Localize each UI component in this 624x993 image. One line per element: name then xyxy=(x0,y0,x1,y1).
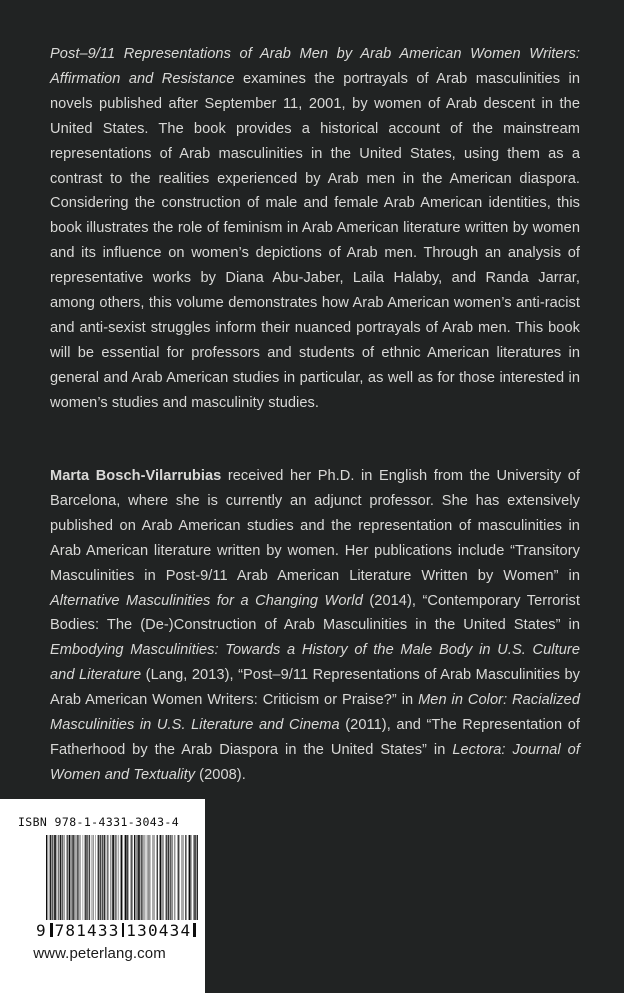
author-bio-text xyxy=(50,464,580,788)
ean13-barcode-icon xyxy=(46,835,198,920)
barcode-digits xyxy=(36,920,198,940)
barcode-guard-right xyxy=(193,923,196,937)
description-body: examines the portrayals of Arab masculinities in novels published after September 11, 2001, by women of Arab descent in the United States. The book provides a historical account of the mainstream representations of Arab masculinities in the United States, using them as a contrast to the realities experienced by Arab men in the American diaspora. Considering the construction of male and female Arab American identities, this book illustrates the role of feminism in Arab American literature written by women and its influence on women’s depictions of Arab men. Through an analysis of representative works by Diana Abu-Jaber, Laila Halaby, and Randa Jarrar, among others, this volume demonstrates how Arab American women’s anti-racist and anti-sexist struggles inform their nuanced portrayals of Arab men. This book will be essential for professors and students of ethnic American literatures in general and Arab American studies in particular, as well as for those interested in women’s studies and masculinity studies. xyxy=(50,70,580,411)
publisher-url[interactable]: www.peterlang.com xyxy=(33,945,166,962)
publication-title-1: Alternative Masculinities for a Changing World xyxy=(50,592,363,609)
author-bio-paragraph xyxy=(50,464,580,788)
book-title-italic: Post–9/11 Representations of Arab Men by Arab American Women Writers: Affirmation and Resistance xyxy=(50,46,580,87)
bio-segment-3: (Lang, 2013), “Post–9/11 Representations of Arab Masculinities by Arab American Women Writers: Criticism or Praise?” in xyxy=(50,667,580,709)
barcode-guard-left xyxy=(50,923,53,937)
barcode-guard-center xyxy=(122,923,125,937)
bio-segment-2: (2014), “Contemporary Terrorist Bodies: The (De-)Construction of Arab Masculinities in the United States” in xyxy=(50,592,580,634)
publication-title-2: Embodying Masculinities: Towards a History of the Male Body in U.S. Culture and Literature xyxy=(50,642,580,684)
book-description-paragraph xyxy=(50,42,580,416)
publication-title-4: Lectora: Journal of Women and Textuality xyxy=(50,741,580,783)
bio-segment-1: received her Ph.D. in English from the University of Barcelona, where she is currently an adjunct professor. She has extensively published on Arab American studies and the representation of masculinities in Arab American literature written by women. Her publications include “Transitory Masculinities in Post-9/11 Arab American Literature Written by Women” in xyxy=(50,468,580,584)
bio-segment-5: (2008). xyxy=(195,766,246,783)
isbn-label: ISBN 978-1-4331-3043-4 xyxy=(17,815,180,829)
bio-segment-4: (2011), and “The Representation of Fatherhood by the Arab Diaspora in the United States” in xyxy=(50,717,580,758)
description-text xyxy=(50,42,580,416)
barcode-digit-group-left: 781433 xyxy=(54,920,120,940)
author-name: Marta Bosch-Vilarrubias xyxy=(50,468,222,484)
publication-title-3: Men in Color: Racialized Masculinities in U.S. Literature and Cinema xyxy=(50,692,580,734)
barcode-panel xyxy=(0,799,205,993)
barcode-digit-lead: 9 xyxy=(36,920,46,940)
barcode-digit-group-right: 130434 xyxy=(126,920,192,940)
